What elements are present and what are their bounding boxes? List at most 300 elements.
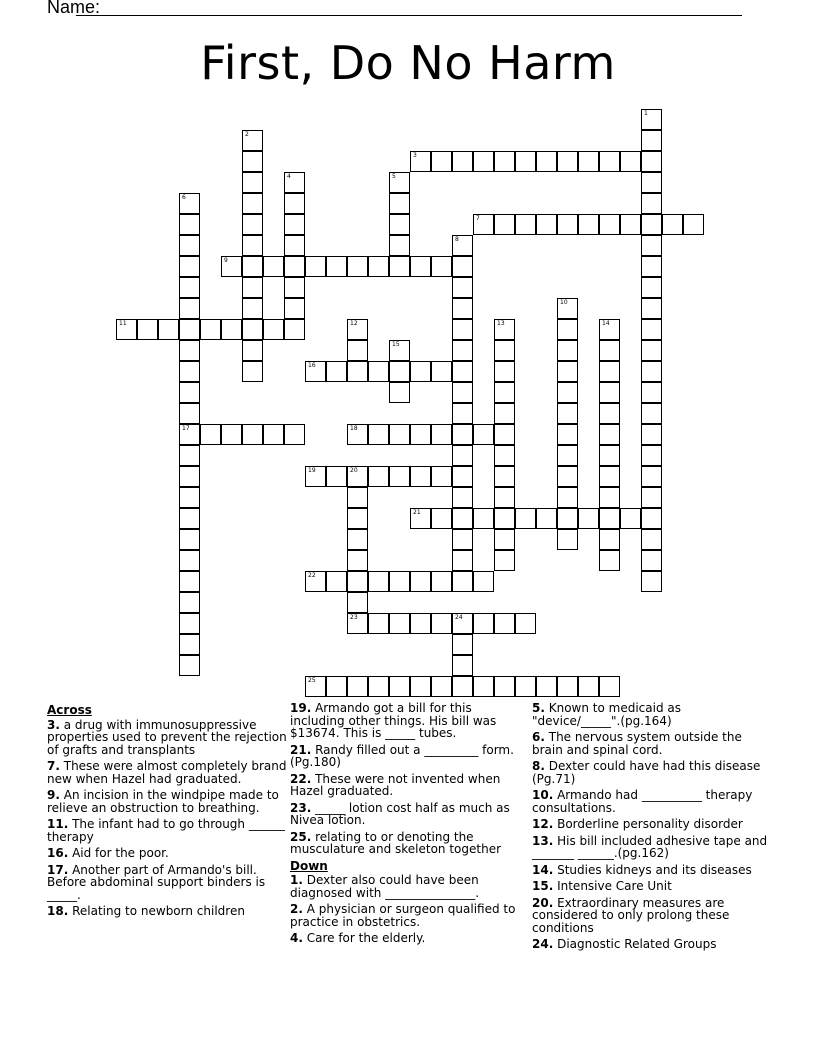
grid-cell[interactable] bbox=[347, 340, 368, 361]
grid-cell[interactable] bbox=[494, 676, 515, 697]
grid-cell[interactable] bbox=[452, 256, 473, 277]
grid-cell[interactable] bbox=[179, 508, 200, 529]
grid-cell[interactable] bbox=[389, 340, 410, 361]
grid-cell[interactable] bbox=[620, 508, 641, 529]
clue-text: relating to or denoting the musculature and skeleton together bbox=[290, 829, 502, 856]
grid-cell[interactable] bbox=[284, 256, 305, 277]
grid-cell[interactable] bbox=[368, 676, 389, 697]
clue-text: An incision in the windpipe made to relieve an obstruction to breathing. bbox=[47, 788, 279, 815]
clue-number: 5 bbox=[392, 173, 396, 180]
grid-cell[interactable] bbox=[599, 382, 620, 403]
clue-num: 7. bbox=[47, 759, 60, 773]
clue-num: 13. bbox=[532, 833, 554, 848]
clue-num: 10. bbox=[532, 788, 554, 802]
clue-number: 15 bbox=[392, 341, 400, 348]
grid-cell[interactable] bbox=[242, 424, 263, 445]
grid-cell[interactable] bbox=[557, 319, 578, 340]
clue-number: 19 bbox=[308, 467, 316, 474]
clue bbox=[47, 760, 287, 785]
grid-cell[interactable] bbox=[599, 550, 620, 571]
grid-cell[interactable] bbox=[641, 298, 662, 319]
grid-cell[interactable] bbox=[347, 466, 368, 487]
grid-cell[interactable] bbox=[494, 214, 515, 235]
grid-cell[interactable] bbox=[641, 529, 662, 550]
clue-number: 12 bbox=[350, 320, 358, 327]
clue-num: 20. bbox=[532, 895, 554, 910]
grid-cell[interactable] bbox=[515, 676, 536, 697]
grid-cell[interactable] bbox=[557, 424, 578, 445]
grid-cell[interactable] bbox=[263, 256, 284, 277]
grid-cell[interactable] bbox=[662, 214, 683, 235]
grid-cell[interactable] bbox=[599, 403, 620, 424]
grid-cell[interactable] bbox=[599, 529, 620, 550]
clue bbox=[532, 938, 772, 951]
clue-number: 17 bbox=[182, 425, 190, 432]
grid-cell[interactable] bbox=[389, 361, 410, 382]
grid-cell[interactable] bbox=[284, 214, 305, 235]
clue bbox=[532, 760, 772, 785]
grid-cell[interactable] bbox=[494, 319, 515, 340]
grid-cell[interactable] bbox=[473, 214, 494, 235]
grid-cell[interactable] bbox=[452, 424, 473, 445]
clue-num: 23. bbox=[290, 800, 312, 815]
grid-cell[interactable] bbox=[431, 256, 452, 277]
grid-cell[interactable] bbox=[179, 487, 200, 508]
grid-cell[interactable] bbox=[641, 172, 662, 193]
grid-cell[interactable] bbox=[326, 361, 347, 382]
clue-num: 4. bbox=[290, 931, 303, 945]
grid-cell[interactable] bbox=[557, 529, 578, 550]
grid-cell[interactable] bbox=[242, 172, 263, 193]
grid-cell[interactable] bbox=[599, 361, 620, 382]
grid-cell[interactable] bbox=[284, 277, 305, 298]
grid-cell[interactable] bbox=[536, 214, 557, 235]
clue-num: 18. bbox=[47, 904, 69, 918]
grid-cell[interactable] bbox=[410, 466, 431, 487]
clue-number: 22 bbox=[308, 572, 316, 579]
grid-cell[interactable] bbox=[368, 424, 389, 445]
grid-cell[interactable] bbox=[368, 613, 389, 634]
grid-cell[interactable] bbox=[641, 571, 662, 592]
grid-cell[interactable] bbox=[641, 466, 662, 487]
clue-num: 1. bbox=[290, 873, 303, 887]
clue-text: a drug with immunosuppressive properties used to prevent the rejection of grafts and transplants bbox=[47, 717, 287, 757]
grid-cell[interactable] bbox=[389, 256, 410, 277]
grid-cell[interactable] bbox=[431, 466, 452, 487]
grid-cell[interactable] bbox=[578, 214, 599, 235]
grid-cell[interactable] bbox=[536, 508, 557, 529]
grid-cell[interactable] bbox=[179, 193, 200, 214]
grid-cell[interactable] bbox=[557, 298, 578, 319]
grid-cell[interactable] bbox=[242, 298, 263, 319]
grid-cell[interactable] bbox=[179, 403, 200, 424]
grid-cell[interactable] bbox=[494, 361, 515, 382]
clue bbox=[290, 932, 526, 945]
grid-cell[interactable] bbox=[410, 424, 431, 445]
grid-cell[interactable] bbox=[431, 508, 452, 529]
grid-cell[interactable] bbox=[179, 277, 200, 298]
clue-num: 15. bbox=[532, 879, 554, 893]
grid-cell[interactable] bbox=[389, 382, 410, 403]
grid-cell[interactable] bbox=[137, 319, 158, 340]
grid-cell[interactable] bbox=[179, 529, 200, 550]
grid-cell[interactable] bbox=[641, 109, 662, 130]
grid-cell[interactable] bbox=[578, 676, 599, 697]
grid-cell[interactable] bbox=[536, 151, 557, 172]
grid-cell[interactable] bbox=[431, 424, 452, 445]
clue-text: Randy filled out a _________ form. (Pg.180) bbox=[290, 742, 514, 769]
grid-cell[interactable] bbox=[389, 613, 410, 634]
across-heading: Across bbox=[47, 703, 92, 717]
grid-cell[interactable] bbox=[389, 172, 410, 193]
grid-cell[interactable] bbox=[389, 571, 410, 592]
grid-cell[interactable] bbox=[284, 193, 305, 214]
clue-num: 8. bbox=[532, 759, 545, 773]
grid-cell[interactable] bbox=[431, 676, 452, 697]
grid-cell[interactable] bbox=[473, 571, 494, 592]
grid-cell[interactable] bbox=[557, 466, 578, 487]
clue-num: 12. bbox=[532, 817, 554, 831]
clue bbox=[47, 719, 287, 757]
grid-cell[interactable] bbox=[179, 256, 200, 277]
grid-cell[interactable] bbox=[683, 214, 704, 235]
grid-cell[interactable] bbox=[641, 319, 662, 340]
grid-cell[interactable] bbox=[599, 466, 620, 487]
grid-cell[interactable] bbox=[242, 256, 263, 277]
down-heading: Down bbox=[290, 858, 328, 873]
grid-cell[interactable] bbox=[200, 424, 221, 445]
grid-cell[interactable] bbox=[410, 613, 431, 634]
grid-cell[interactable] bbox=[473, 508, 494, 529]
grid-cell[interactable] bbox=[179, 340, 200, 361]
grid-cell[interactable] bbox=[347, 424, 368, 445]
grid-cell[interactable] bbox=[179, 445, 200, 466]
grid-cell[interactable] bbox=[410, 361, 431, 382]
grid-cell[interactable] bbox=[347, 487, 368, 508]
grid-cell[interactable] bbox=[599, 508, 620, 529]
grid-cell[interactable] bbox=[641, 130, 662, 151]
grid-cell[interactable] bbox=[557, 676, 578, 697]
grid-cell[interactable] bbox=[557, 361, 578, 382]
grid-cell[interactable] bbox=[452, 487, 473, 508]
clue-text: Borderline personality disorder bbox=[553, 817, 743, 831]
clue-num: 19. bbox=[290, 701, 312, 715]
clue-number: 2 bbox=[245, 131, 249, 138]
clue-text: These were not invented when Hazel graduated. bbox=[290, 771, 501, 798]
clue-number: 9 bbox=[224, 257, 228, 264]
grid-cell[interactable] bbox=[557, 214, 578, 235]
grid-cell[interactable] bbox=[557, 403, 578, 424]
grid-cell[interactable] bbox=[305, 361, 326, 382]
grid-cell[interactable] bbox=[452, 613, 473, 634]
grid-cell[interactable] bbox=[494, 445, 515, 466]
grid-cell[interactable] bbox=[179, 424, 200, 445]
grid-cell[interactable] bbox=[263, 424, 284, 445]
grid-cell[interactable] bbox=[494, 151, 515, 172]
grid-cell[interactable] bbox=[641, 403, 662, 424]
grid-cell[interactable] bbox=[179, 466, 200, 487]
grid-cell[interactable] bbox=[242, 151, 263, 172]
grid-cell[interactable] bbox=[326, 466, 347, 487]
grid-cell[interactable] bbox=[431, 151, 452, 172]
grid-cell[interactable] bbox=[242, 277, 263, 298]
grid-cell[interactable] bbox=[641, 214, 662, 235]
grid-cell[interactable] bbox=[473, 151, 494, 172]
grid-cell[interactable] bbox=[494, 613, 515, 634]
grid-cell[interactable] bbox=[578, 508, 599, 529]
grid-cell[interactable] bbox=[515, 151, 536, 172]
grid-cell[interactable] bbox=[179, 634, 200, 655]
grid-cell[interactable] bbox=[347, 319, 368, 340]
grid-cell[interactable] bbox=[641, 193, 662, 214]
clue bbox=[47, 818, 287, 843]
clue-text: A physician or surgeon qualified to practice in obstetrics. bbox=[290, 902, 516, 929]
grid-cell[interactable] bbox=[494, 340, 515, 361]
clue-number: 3 bbox=[413, 152, 417, 159]
grid-cell[interactable] bbox=[410, 571, 431, 592]
grid-cell[interactable] bbox=[494, 424, 515, 445]
grid-cell[interactable] bbox=[473, 424, 494, 445]
grid-cell[interactable] bbox=[473, 613, 494, 634]
grid-cell[interactable] bbox=[284, 319, 305, 340]
clue bbox=[532, 835, 772, 860]
grid-cell[interactable] bbox=[599, 214, 620, 235]
grid-cell[interactable] bbox=[221, 319, 242, 340]
grid-cell[interactable] bbox=[179, 592, 200, 613]
grid-cell[interactable] bbox=[326, 256, 347, 277]
clue-num: 25. bbox=[290, 829, 312, 844]
grid-cell[interactable] bbox=[578, 151, 599, 172]
clue-text: Intensive Care Unit bbox=[553, 879, 672, 893]
clue-text: Dexter could have had this disease (Pg.71) bbox=[532, 759, 761, 786]
grid-cell[interactable] bbox=[452, 445, 473, 466]
grid-cell[interactable] bbox=[410, 151, 431, 172]
grid-cell[interactable] bbox=[494, 403, 515, 424]
grid-cell[interactable] bbox=[116, 319, 137, 340]
grid-cell[interactable] bbox=[347, 676, 368, 697]
grid-cell[interactable] bbox=[179, 319, 200, 340]
grid-cell[interactable] bbox=[515, 613, 536, 634]
grid-cell[interactable] bbox=[641, 340, 662, 361]
clue-num: 22. bbox=[290, 771, 312, 786]
grid-cell[interactable] bbox=[641, 256, 662, 277]
grid-cell[interactable] bbox=[599, 676, 620, 697]
grid-cell[interactable] bbox=[242, 214, 263, 235]
clue-num: 3. bbox=[47, 717, 60, 732]
clue bbox=[47, 905, 287, 918]
grid-cell[interactable] bbox=[179, 382, 200, 403]
grid-cell[interactable] bbox=[179, 361, 200, 382]
clue-number: 13 bbox=[497, 320, 505, 327]
grid-cell[interactable] bbox=[242, 130, 263, 151]
grid-cell[interactable] bbox=[242, 340, 263, 361]
clue bbox=[47, 789, 287, 814]
grid-cell[interactable] bbox=[179, 571, 200, 592]
grid-cell[interactable] bbox=[305, 256, 326, 277]
grid-cell[interactable] bbox=[641, 235, 662, 256]
grid-cell[interactable] bbox=[284, 235, 305, 256]
clue-number: 6 bbox=[182, 194, 186, 201]
clue-text: Dexter also could have been diagnosed with _______________. bbox=[290, 873, 480, 900]
grid-cell[interactable] bbox=[494, 382, 515, 403]
grid-cell[interactable] bbox=[494, 529, 515, 550]
grid-cell[interactable] bbox=[452, 508, 473, 529]
grid-cell[interactable] bbox=[599, 340, 620, 361]
grid-cell[interactable] bbox=[599, 319, 620, 340]
clue-num: 5. bbox=[532, 701, 545, 715]
grid-cell[interactable] bbox=[242, 319, 263, 340]
clue-text: Relating to newborn children bbox=[68, 904, 245, 918]
grid-cell[interactable] bbox=[179, 613, 200, 634]
grid-cell[interactable] bbox=[347, 571, 368, 592]
grid-cell[interactable] bbox=[158, 319, 179, 340]
grid-cell[interactable] bbox=[410, 256, 431, 277]
grid-cell[interactable] bbox=[263, 319, 284, 340]
clue bbox=[290, 903, 526, 928]
grid-cell[interactable] bbox=[473, 676, 494, 697]
grid-cell[interactable] bbox=[221, 424, 242, 445]
clue bbox=[532, 702, 772, 727]
grid-cell[interactable] bbox=[557, 382, 578, 403]
grid-cell[interactable] bbox=[305, 676, 326, 697]
grid-cell[interactable] bbox=[389, 214, 410, 235]
grid-cell[interactable] bbox=[284, 298, 305, 319]
grid-cell[interactable] bbox=[242, 235, 263, 256]
clue-num: 24. bbox=[532, 937, 554, 951]
grid-cell[interactable] bbox=[200, 319, 221, 340]
grid-cell[interactable] bbox=[347, 256, 368, 277]
grid-cell[interactable] bbox=[452, 340, 473, 361]
grid-cell[interactable] bbox=[368, 361, 389, 382]
grid-cell[interactable] bbox=[347, 508, 368, 529]
grid-cell[interactable] bbox=[641, 487, 662, 508]
clues-column-3 bbox=[532, 702, 772, 955]
grid-cell[interactable] bbox=[410, 508, 431, 529]
grid-cell[interactable] bbox=[557, 508, 578, 529]
grid-cell[interactable] bbox=[641, 550, 662, 571]
grid-cell[interactable] bbox=[452, 235, 473, 256]
grid-cell[interactable] bbox=[326, 676, 347, 697]
grid-cell[interactable] bbox=[599, 424, 620, 445]
grid-cell[interactable] bbox=[410, 676, 431, 697]
grid-cell[interactable] bbox=[557, 151, 578, 172]
clue-num: 16. bbox=[47, 846, 69, 860]
grid-cell[interactable] bbox=[347, 592, 368, 613]
grid-cell[interactable] bbox=[620, 151, 641, 172]
grid-cell[interactable] bbox=[368, 466, 389, 487]
grid-cell[interactable] bbox=[599, 487, 620, 508]
grid-cell[interactable] bbox=[179, 214, 200, 235]
grid-cell[interactable] bbox=[557, 445, 578, 466]
clue-num: 17. bbox=[47, 862, 69, 877]
grid-cell[interactable] bbox=[284, 172, 305, 193]
grid-cell[interactable] bbox=[557, 340, 578, 361]
clue-number: 4 bbox=[287, 173, 291, 180]
grid-cell[interactable] bbox=[326, 571, 347, 592]
grid-cell[interactable] bbox=[179, 655, 200, 676]
grid-cell[interactable] bbox=[242, 361, 263, 382]
grid-cell[interactable] bbox=[368, 571, 389, 592]
grid-cell[interactable] bbox=[599, 445, 620, 466]
clue-number: 14 bbox=[602, 320, 610, 327]
grid-cell[interactable] bbox=[599, 151, 620, 172]
grid-cell[interactable] bbox=[179, 550, 200, 571]
clue bbox=[532, 731, 772, 756]
grid-cell[interactable] bbox=[347, 529, 368, 550]
grid-cell[interactable] bbox=[389, 466, 410, 487]
grid-cell[interactable] bbox=[641, 151, 662, 172]
grid-cell[interactable] bbox=[347, 550, 368, 571]
clue bbox=[290, 802, 526, 827]
grid-cell[interactable] bbox=[431, 571, 452, 592]
grid-cell[interactable] bbox=[242, 193, 263, 214]
grid-cell[interactable] bbox=[452, 655, 473, 676]
grid-cell[interactable] bbox=[494, 508, 515, 529]
clue-text: Care for the elderly. bbox=[302, 931, 426, 945]
grid-cell[interactable] bbox=[452, 676, 473, 697]
grid-cell[interactable] bbox=[620, 214, 641, 235]
grid-cell[interactable] bbox=[389, 193, 410, 214]
clue-number: 24 bbox=[455, 614, 463, 621]
grid-cell[interactable] bbox=[452, 361, 473, 382]
grid-cell[interactable] bbox=[641, 361, 662, 382]
grid-cell[interactable] bbox=[368, 256, 389, 277]
grid-cell[interactable] bbox=[515, 214, 536, 235]
grid-cell[interactable] bbox=[536, 676, 557, 697]
grid-cell[interactable] bbox=[284, 424, 305, 445]
clue-number: 21 bbox=[413, 509, 421, 516]
grid-cell[interactable] bbox=[431, 613, 452, 634]
grid-cell[interactable] bbox=[452, 298, 473, 319]
grid-cell[interactable] bbox=[389, 235, 410, 256]
grid-cell[interactable] bbox=[515, 508, 536, 529]
grid-cell[interactable] bbox=[452, 634, 473, 655]
grid-cell[interactable] bbox=[347, 613, 368, 634]
grid-cell[interactable] bbox=[494, 550, 515, 571]
grid-cell[interactable] bbox=[452, 550, 473, 571]
grid-cell[interactable] bbox=[641, 424, 662, 445]
clue bbox=[290, 773, 526, 798]
clue-num: 6. bbox=[532, 730, 545, 744]
grid-cell[interactable] bbox=[221, 256, 242, 277]
grid-cell[interactable] bbox=[641, 277, 662, 298]
grid-cell[interactable] bbox=[305, 571, 326, 592]
grid-cell[interactable] bbox=[452, 319, 473, 340]
grid-cell[interactable] bbox=[389, 424, 410, 445]
grid-cell[interactable] bbox=[452, 466, 473, 487]
grid-cell[interactable] bbox=[179, 235, 200, 256]
clue-num: 2. bbox=[290, 902, 303, 916]
grid-cell[interactable] bbox=[347, 361, 368, 382]
grid-cell[interactable] bbox=[431, 361, 452, 382]
grid-cell[interactable] bbox=[641, 445, 662, 466]
grid-cell[interactable] bbox=[557, 487, 578, 508]
grid-cell[interactable] bbox=[305, 466, 326, 487]
grid-cell[interactable] bbox=[494, 466, 515, 487]
grid-cell[interactable] bbox=[452, 151, 473, 172]
grid-cell[interactable] bbox=[452, 403, 473, 424]
clue-text: Aid for the poor. bbox=[68, 846, 169, 860]
grid-cell[interactable] bbox=[452, 277, 473, 298]
grid-cell[interactable] bbox=[494, 487, 515, 508]
grid-cell[interactable] bbox=[641, 508, 662, 529]
grid-cell[interactable] bbox=[452, 382, 473, 403]
grid-cell[interactable] bbox=[452, 529, 473, 550]
grid-cell[interactable] bbox=[452, 571, 473, 592]
grid-cell[interactable] bbox=[389, 676, 410, 697]
grid-cell[interactable] bbox=[179, 298, 200, 319]
grid-cell[interactable] bbox=[641, 382, 662, 403]
